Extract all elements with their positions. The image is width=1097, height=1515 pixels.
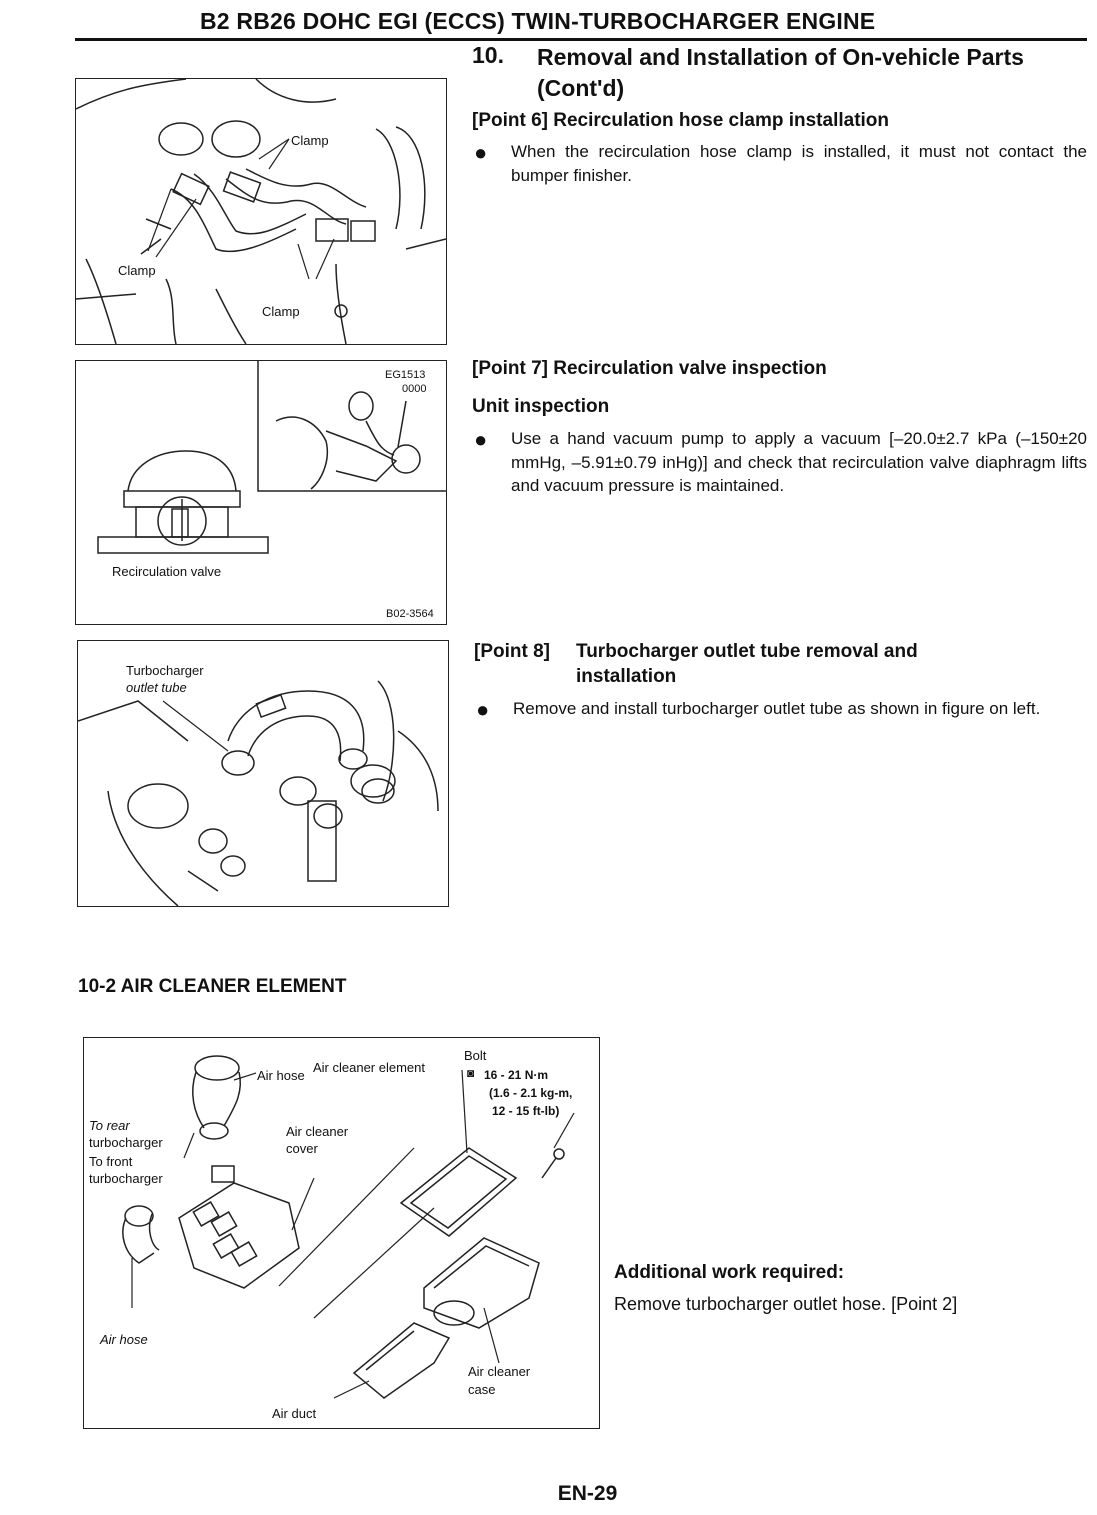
recirculation-valve-illustration — [76, 361, 446, 624]
figure-recirculation-valve — [75, 360, 447, 625]
figure-code-top2: 0000 — [402, 383, 427, 395]
recirculation-valve-label: Recirculation valve — [112, 564, 222, 579]
clamp-label-top: Clamp — [291, 133, 329, 148]
clamp-label-bottom: Clamp — [262, 304, 300, 319]
air-cleaner-case-label-line2: case — [468, 1382, 496, 1397]
header-title: B2 RB26 DOHC EGI (ECCS) TWIN-TURBOCHARGER ENGINE — [200, 8, 876, 34]
figure-code-bottom: B02-3564 — [386, 608, 434, 620]
figure-outlet-tube — [77, 640, 449, 907]
air-hose-bottom-label: Air hose — [100, 1332, 148, 1347]
point7-bullet: Use a hand vacuum pump to apply a vacuum [–20.0±2.7 kPa (–150±20 mmHg, –5.91±0.79 inHg)] and check that recirculation valve diaphragm lifts and vacuum pressure is maintained. — [511, 429, 1087, 495]
torque-icon: ◙ — [467, 1066, 475, 1080]
bolt-label: Bolt — [464, 1048, 487, 1063]
point8-heading-prefix: [Point 8] — [474, 641, 550, 662]
bullet-dot: ● — [474, 427, 488, 452]
figure-air-cleaner — [83, 1037, 600, 1429]
to-front-label-line1: To front — [89, 1154, 133, 1169]
air-cleaner-cover-label-line1: Air cleaner — [286, 1124, 349, 1139]
page-number: EN-29 — [557, 1482, 618, 1505]
to-rear-label-line1: To rear — [89, 1118, 130, 1133]
torque-value-kgm: (1.6 - 2.1 kg-m, — [489, 1086, 573, 1100]
torque-value-nm: 16 - 21 N·m — [484, 1068, 549, 1082]
hose-clamp-illustration — [76, 79, 446, 344]
additional-work-text: Remove turbocharger outlet hose. [Point 2] — [614, 1294, 958, 1314]
to-rear-label-line2: turbocharger — [89, 1135, 163, 1150]
outlet-tube-label-line1: Turbocharger — [126, 663, 204, 678]
point8-bullet: Remove and install turbocharger outlet tube as shown in figure on left. — [513, 699, 1041, 718]
to-front-label-line2: turbocharger — [89, 1171, 163, 1186]
air-cleaner-case-label-line1: Air cleaner — [468, 1364, 531, 1379]
section2-title: 10-2 AIR CLEANER ELEMENT — [78, 976, 347, 997]
point8-heading-line2: installation — [576, 666, 677, 687]
point6-bullet: When the recirculation hose clamp is installed, it must not contact the bumper finisher. — [511, 142, 1087, 185]
section-number: 10. — [472, 42, 504, 68]
section-title: Removal and Installation of On-vehicle Parts (Cont'd) — [537, 44, 1024, 101]
air-cleaner-element-label: Air cleaner element — [313, 1060, 425, 1075]
bullet-dot: ● — [476, 697, 490, 722]
air-duct-label: Air duct — [272, 1406, 317, 1421]
bullet-dot: ● — [474, 140, 488, 165]
point7-heading: [Point 7] Recirculation valve inspection — [472, 358, 827, 379]
point8-heading-line1: Turbocharger outlet tube removal and — [576, 641, 918, 662]
air-hose-top-label: Air hose — [257, 1068, 305, 1083]
point7-subheading: Unit inspection — [472, 396, 610, 417]
torque-value-ftlb: 12 - 15 ft-lb) — [492, 1104, 560, 1118]
point6-heading: [Point 6] Recirculation hose clamp installation — [472, 110, 890, 131]
figure-hose-clamps — [75, 78, 447, 345]
figure-code-top: EG1513 — [385, 369, 426, 381]
air-cleaner-cover-label-line2: cover — [286, 1141, 318, 1156]
additional-work-title: Additional work required: — [614, 1262, 845, 1283]
clamp-label-left: Clamp — [118, 263, 156, 278]
page-header — [75, 6, 1087, 41]
outlet-tube-label-line2: outlet tube — [126, 680, 187, 695]
